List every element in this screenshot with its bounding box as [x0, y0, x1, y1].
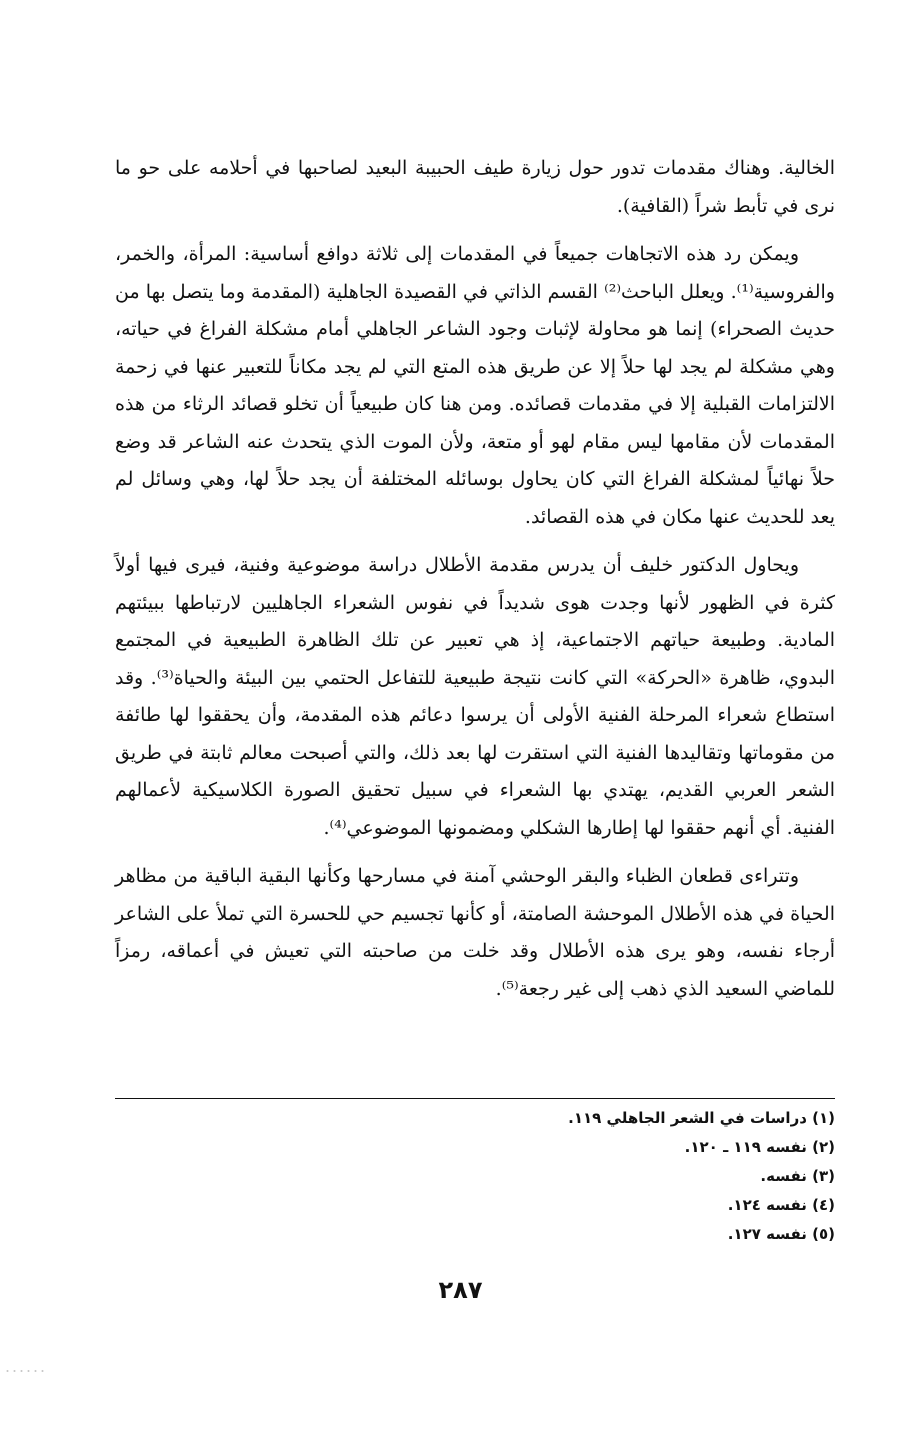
footnote-divider	[115, 1098, 835, 1099]
footnotes-list	[115, 1104, 835, 1249]
paragraph-2: ويمكن رد هذه الاتجاهات جميعاً في المقدمات إلى ثلاثة دوافع أساسية: المرأة، والخمر، والفروسية⁽¹⁾. ويعلل الباحث⁽²⁾ القسم الذاتي في القصيدة الجاهلية (المقدمة وما يتصل بها من حديث الصحراء) إنما هو محاولة لإثبات وجود الشاعر الجاهلي أمام مشكلة الفراغ في حياته، وهي مشكلة لم يجد لها حلاً إلا عن طريق هذه المتع التي لم يجد مكاناً للتعبير عنها في زحمة الالتزامات القبلية إلا في مقدمات قصائده. ومن هنا كان طبيعياً أن تخلو قصائد الرثاء من هذه المقدمات لأن مقامها ليس مقام لهو أو متعة، ولأن الموت الذي يتحدث عنه الشاعر قد وضع حلاً نهائياً لمشكلة الفراغ التي كان يحاول بوسائله المختلفة أن يجد حلاً لها، وهي وسائل لم يعد للحديث عنها مكان في هذه القصائد.	[115, 243, 835, 528]
main-text	[115, 150, 835, 1019]
paragraph-1: الخالية. وهناك مقدمات تدور حول زيارة طيف الحبيبة البعيد لصاحبها في أحلامه على حو ما نرى في تأبط شراً (القافية).	[115, 157, 835, 217]
page-number: ٢٨٧	[438, 1276, 483, 1304]
footnote-4: (٤) نفسه ١٢٤.	[727, 1196, 835, 1214]
footnote-1: (١) دراسات في الشعر الجاهلي ١١٩.	[568, 1109, 835, 1127]
footnote-3: (٣) نفسه.	[760, 1167, 835, 1185]
footnote-2: (٢) نفسه ١١٩ ـ ١٢٠.	[684, 1138, 835, 1156]
footnote-5: (٥) نفسه ١٢٧.	[727, 1225, 835, 1243]
paragraph-4: وتتراءى قطعان الظباء والبقر الوحشي آمنة في مسارحها وكأنها البقية الباقية من مظاهر الحياة في هذه الأطلال الموحشة الصامتة، أو كأنها تجسيم حي للحسرة التي تملأ على الشاعر أرجاء نفسه، وهو يرى هذه الأطلال وقد خلت من صاحبته التي تعيش في أعماقه، رمزاً للماضي السعيد الذي ذهب إلى غير رجعة⁽⁵⁾.	[115, 865, 835, 1000]
paragraph-3: ويحاول الدكتور خليف أن يدرس مقدمة الأطلال دراسة موضوعية وفنية، فيرى فيها أولاً كثرة في الظهور لأنها وجدت هوى شديداً في نفوس الشعراء الجاهليين لارتباطها ببيئتهم المادية. وطبيعة حياتهم الاجتماعية، إذ هي تعبير عن تلك الظاهرة الطبيعية في المجتمع البدوي، ظاهرة «الحركة» التي كانت نتيجة طبيعية للتفاعل الحتمي بين البيئة والحياة⁽³⁾. وقد استطاع شعراء المرحلة الفنية الأولى أن يرسوا دعائم هذه المقدمة، وأن يحققوا لها طائفة من مقوماتها وتقاليدها الفنية التي استقرت لها بعد ذلك، والتي أصبحت معالم ثابتة في طريق الشعر العربي القديم، يهتدي بها الشعراء في سبيل تحقيق الصورة الكلاسيكية لأعمالهم الفنية. أي أنهم حققوا لها إطارها الشكلي ومضمونها الموضوعي⁽⁴⁾.	[115, 554, 835, 839]
scan-noise	[4, 1368, 44, 1374]
